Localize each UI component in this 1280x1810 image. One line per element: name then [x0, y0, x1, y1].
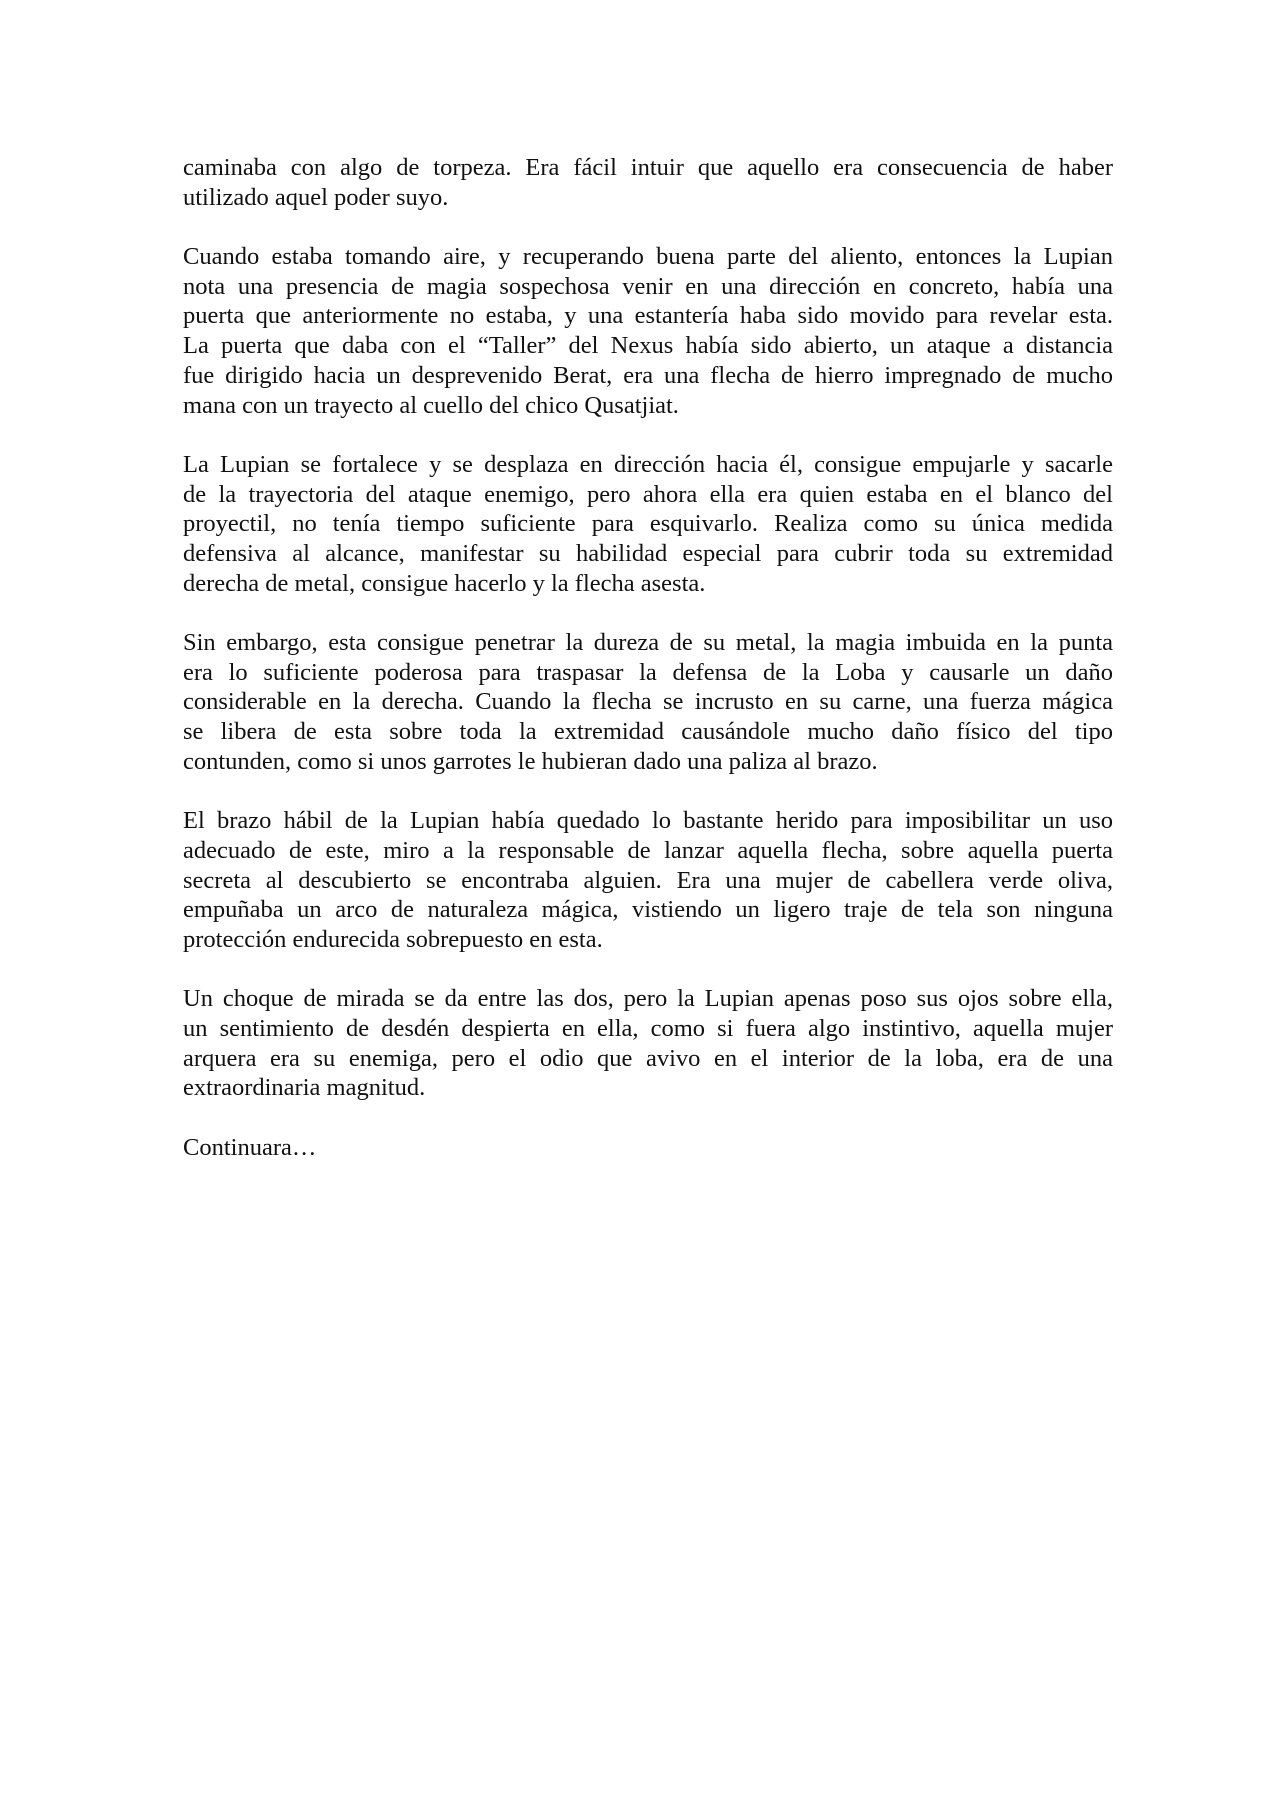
paragraph [183, 242, 1113, 420]
paragraph [183, 984, 1113, 1103]
text-line: de la trayectoria del ataque enemigo, pero ahora ella era quien estaba en el blanco del [183, 480, 1113, 508]
text-line: arquera era su enemiga, pero el odio que avivo en el interior de la loba, era de una [183, 1044, 1113, 1072]
text-line: nota una presencia de magia sospechosa venir en una dirección en concreto, había una [183, 272, 1113, 300]
text-line: adecuado de este, miro a la responsable de lanzar aquella flecha, sobre aquella puerta [183, 836, 1113, 864]
text-line: Cuando estaba tomando aire, y recuperando buena parte del aliento, entonces la Lupian [183, 243, 1113, 271]
text-line: proyectil, no tenía tiempo suficiente para esquivarlo. Realiza como su única medida [183, 510, 1113, 538]
text-line: La Lupian se fortalece y se desplaza en dirección hacia él, consigue empujarle y sacarle [183, 450, 1113, 478]
text-line: protección endurecida sobrepuesto en esta. [183, 925, 603, 953]
paragraph [183, 628, 1113, 776]
text-line: contunden, como si unos garrotes le hubieran dado una paliza al brazo. [183, 747, 878, 775]
text-line: derecha de metal, consigue hacerlo y la flecha asesta. [183, 569, 706, 597]
text-line: un sentimiento de desdén despierta en ella, como si fuera algo instintivo, aquella mujer [183, 1014, 1113, 1042]
text-line: La puerta que daba con el “Taller” del Nexus había sido abierto, un ataque a distancia [183, 332, 1113, 360]
body-text [183, 153, 1113, 1192]
paragraph [183, 806, 1113, 954]
text-line: puerta que anteriormente no estaba, y una estantería haba sido movido para revelar esta. [183, 302, 1113, 330]
text-line: Un choque de mirada se da entre las dos, pero la Lupian apenas poso sus ojos sobre ella, [183, 985, 1113, 1013]
text-line: considerable en la derecha. Cuando la flecha se incrusto en su carne, una fuerza mágica [183, 688, 1113, 716]
text-line: Sin embargo, esta consigue penetrar la dureza de su metal, la magia imbuida en la punta [183, 629, 1113, 656]
text-line: caminaba con algo de torpeza. Era fácil intuir que aquello era consecuencia de haber [183, 154, 1113, 181]
text-line: defensiva al alcance, manifestar su habilidad especial para cubrir toda su extremidad [183, 539, 1113, 567]
closing-line: Continuara… [183, 1133, 317, 1161]
text-line: se libera de esta sobre toda la extremidad causándole mucho daño físico del tipo [183, 718, 1113, 746]
paragraph-closing [183, 1133, 1113, 1163]
text-line: mana con un trayecto al cuello del chico Qusatjiat. [183, 391, 679, 419]
text-line: era lo suficiente poderosa para traspasar la defensa de la Loba y causarle un daño [183, 658, 1113, 686]
text-line: utilizado aquel poder suyo. [183, 183, 449, 211]
text-line: empuñaba un arco de naturaleza mágica, vistiendo un ligero traje de tela son ninguna [183, 896, 1113, 924]
text-line: fue dirigido hacia un desprevenido Berat, era una flecha de hierro impregnado de mucho [183, 361, 1113, 389]
text-line: extraordinaria magnitud. [183, 1074, 426, 1102]
text-line: El brazo hábil de la Lupian había quedado lo bastante herido para imposibilitar un uso [183, 807, 1113, 835]
text-line: secreta al descubierto se encontraba alguien. Era una mujer de cabellera verde oliva, [183, 866, 1113, 894]
paragraph [183, 153, 1113, 212]
paragraph [183, 450, 1113, 598]
